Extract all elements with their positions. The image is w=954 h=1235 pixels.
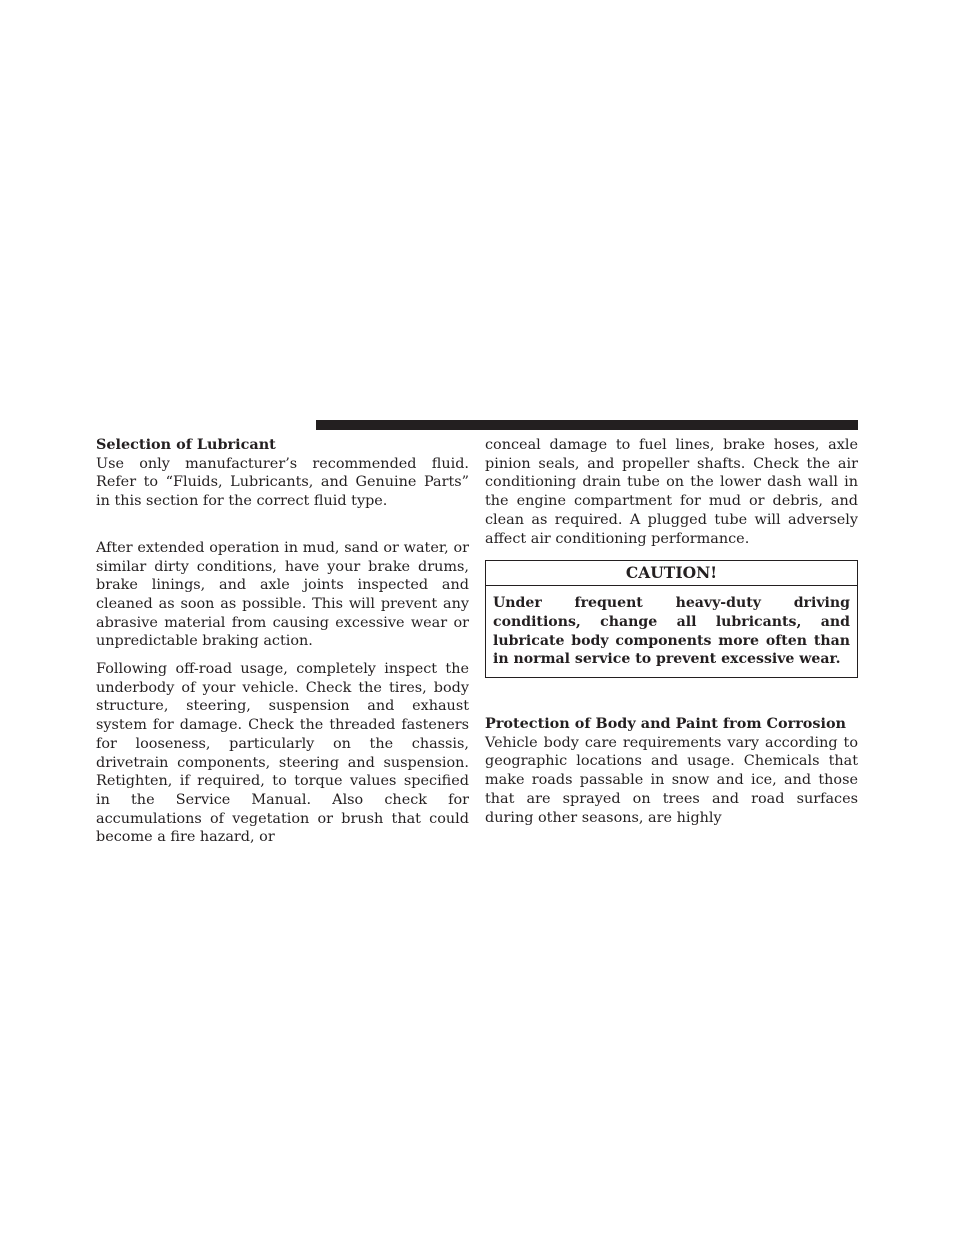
caution-box (485, 560, 858, 678)
caution-title: CAUTION! (486, 561, 857, 586)
left-column (96, 436, 469, 847)
paragraph-conceal-damage: conceal damage to fuel lines, brake hoses, axle pinion seals, and propeller shafts. Check the air conditioning drain tube on the lower dash wall in the engine compartment for mud or debris, and clean as required. A plugged tube will adversely affect air conditioning performance. (485, 437, 858, 547)
right-column (485, 436, 858, 827)
paragraph-body-care: Vehicle body care requirements vary according to geographic locations and usage. Chemicals that make roads passable in snow and ice, and those that are sprayed on trees and road surfaces during other seasons, are highly (485, 734, 858, 826)
paragraph-dirty-conditions: After extended operation in mud, sand or water, or similar dirty conditions, have your brake drums, brake linings, and axle joints inspected and cleaned as soon as possible. This will prevent any abrasive material from causing excessive wear or unpredictable braking action. (96, 539, 469, 650)
header-rule (316, 420, 858, 430)
caution-body: Under frequent heavy-duty driving conditions, change all lubricants, and lubricate body components more often than in normal service to prevent excessive wear. (493, 595, 850, 668)
paragraph-lubricant-fluid: Use only manufacturer’s recommended fluid. Refer to “Fluids, Lubricants, and Genuine Parts” in this section for the correct fluid type. (96, 455, 469, 510)
paragraph-off-road-inspection: Following off-road usage, completely inspect the underbody of your vehicle. Check the tires, body structure, steering, suspension and exhaust system for damage. Check the threaded fasteners for looseness, particularly on the chassis, drivetrain components, steering and suspension. Retighten, if required, to torque values specified in the Service Manual. Also check for accumulations of vegetation or brush that could become a fire hazard, or (96, 661, 469, 846)
heading-body-paint-protection: Protection of Body and Paint from Corrosion (485, 715, 847, 733)
heading-selection-of-lubricant: Selection of Lubricant (96, 436, 276, 453)
